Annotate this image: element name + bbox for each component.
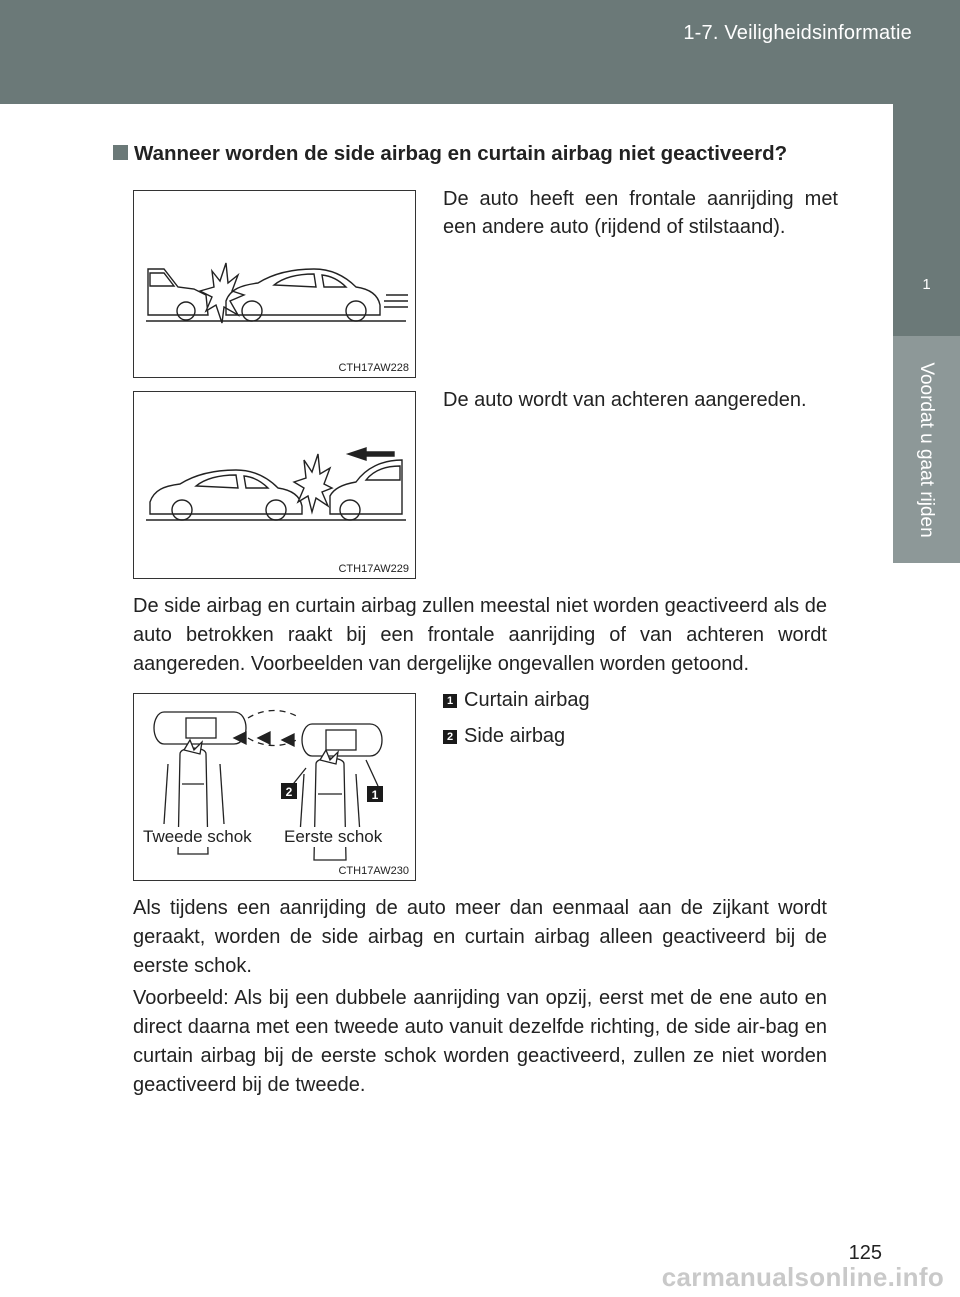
rear-collision-illustration bbox=[134, 392, 417, 580]
legend-item-curtain-airbag bbox=[443, 689, 590, 712]
chapter-title: Voordat u gaat rijden bbox=[916, 362, 937, 538]
legend-badge: 1 bbox=[443, 694, 457, 708]
figure-code: CTH17AW228 bbox=[338, 362, 409, 374]
figure-rear-collision bbox=[133, 391, 416, 579]
paragraph-intro: De side airbag en curtain airbag zullen meestal niet worden geactiveerd als de auto betrokken raakt bij een frontale aanrijding of van achteren wordt aangereden. Voorbeelden van dergelijke ongevallen worden getoond. bbox=[133, 595, 827, 675]
legend-label: Side airbag bbox=[464, 725, 566, 747]
frontal-collision-illustration bbox=[134, 191, 417, 379]
legend-label: Curtain airbag bbox=[464, 689, 590, 711]
chapter-number: 1 bbox=[922, 276, 931, 293]
section-title: 1-7. Veiligheidsinformatie bbox=[683, 22, 912, 44]
legend-item-side-airbag bbox=[443, 725, 565, 748]
label-first-impact: Eerste schok bbox=[284, 827, 383, 846]
paragraph-multiple-impacts: Als tijdens een aanrijding de auto meer dan eenmaal aan de zijkant wordt geraakt, worden de side airbag en curtain airbag alleen geactiveerd bij de eerste schok. bbox=[133, 897, 827, 977]
label-second-impact: Tweede schok bbox=[143, 827, 252, 846]
figure-2-caption: De auto wordt van achteren aangereden. bbox=[443, 389, 807, 411]
legend-badge: 2 bbox=[443, 730, 457, 744]
double-side-impact-illustration bbox=[134, 694, 417, 882]
heading-square-icon bbox=[113, 145, 128, 160]
figure-frontal-collision bbox=[133, 190, 416, 378]
page-number: 125 bbox=[848, 1242, 882, 1264]
chapter-tab bbox=[893, 104, 960, 336]
paragraph-example: Voorbeeld: Als bij een dubbele aanrijding van opzij, eerst met de ene auto en direct daarna met een tweede auto vanuit dezelfde richting, de side air-bag en curtain airbag bij de eerste schok worden geactiveerd, zullen ze niet worden geactiveerd bij de tweede. bbox=[133, 987, 827, 1096]
watermark: carmanualsonline.info bbox=[661, 1262, 944, 1292]
header-band bbox=[0, 0, 960, 104]
figure-badge-2: 2 bbox=[285, 785, 293, 799]
figure-badge-1: 1 bbox=[371, 788, 379, 802]
figure-code: CTH17AW229 bbox=[338, 563, 409, 575]
heading-text: Wanneer worden de side airbag en curtain airbag niet geactiveerd? bbox=[134, 142, 788, 165]
figure-1-caption: De auto heeft een frontale aanrijding met een andere auto (rijdend of stilstaand). bbox=[443, 188, 838, 238]
section-heading bbox=[113, 142, 787, 166]
figure-double-side-impact bbox=[133, 693, 416, 881]
figure-code: CTH17AW230 bbox=[338, 865, 409, 877]
